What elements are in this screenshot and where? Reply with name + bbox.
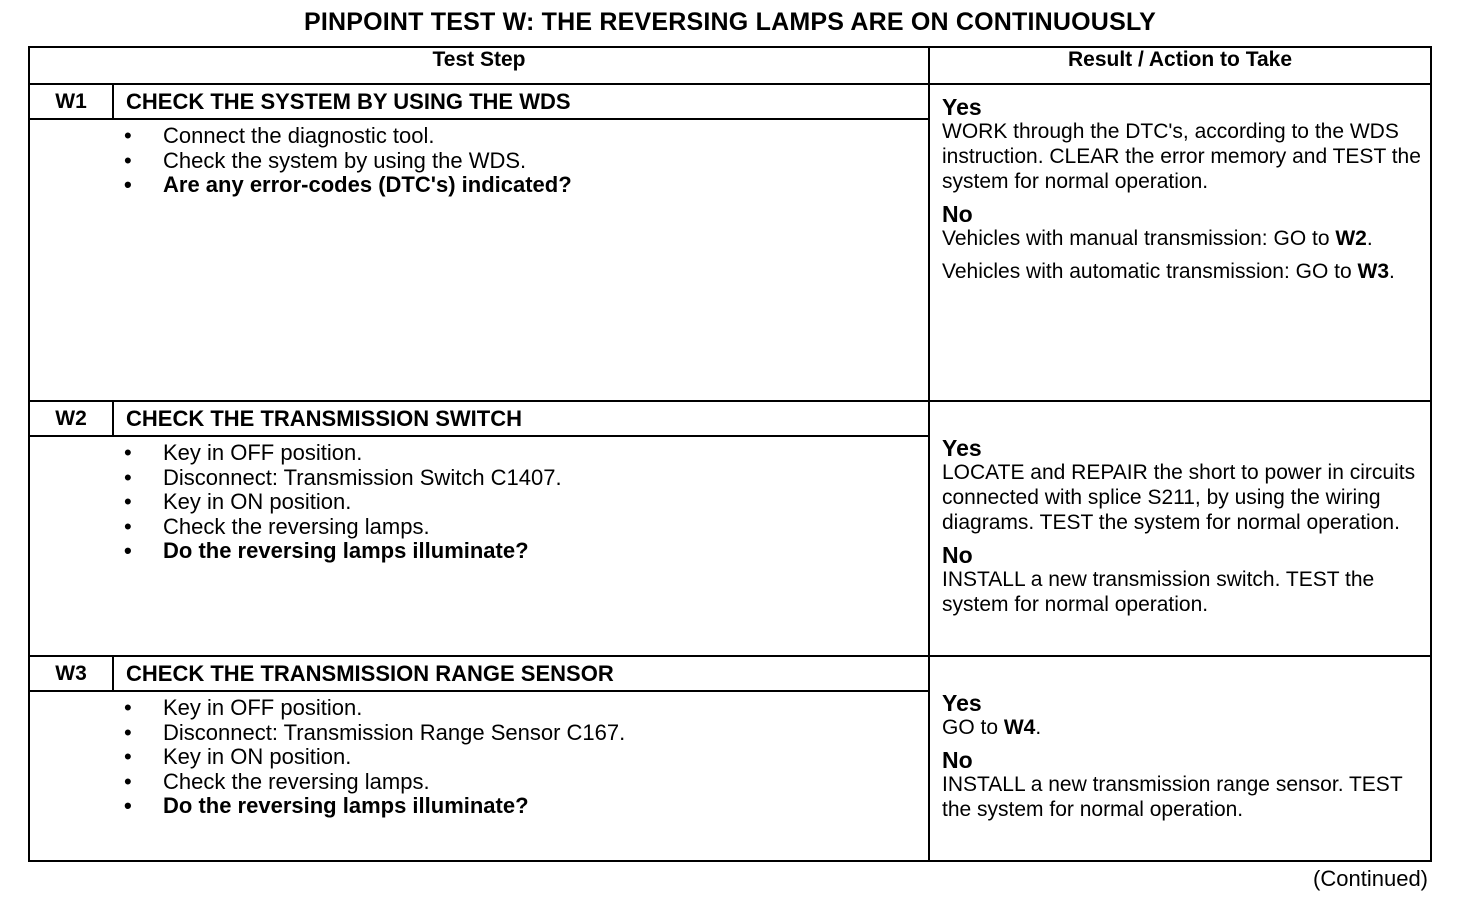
step-title: CHECK THE SYSTEM BY USING THE WDS bbox=[113, 84, 929, 119]
step-title-row bbox=[29, 656, 1431, 691]
step-title-row bbox=[29, 401, 1431, 436]
no-action: Vehicles with manual transmission: GO to W2. bbox=[942, 227, 1373, 250]
list-item: • Key in OFF position. bbox=[30, 696, 928, 721]
step-id: W1 bbox=[29, 84, 113, 119]
step-ref: W2 bbox=[1335, 227, 1367, 250]
step-ref: W3 bbox=[1357, 260, 1389, 283]
list-item: • Do the reversing lamps illuminate? bbox=[30, 539, 928, 564]
step-title: CHECK THE TRANSMISSION RANGE SENSOR bbox=[113, 656, 929, 691]
yes-action: WORK through the DTC's, according to the WDS instruction. CLEAR the error memory and TEST the system for normal operation. bbox=[942, 120, 1421, 193]
page-title: PINPOINT TEST W: THE REVERSING LAMPS ARE ON CONTINUOUSLY bbox=[303, 8, 1156, 36]
list-item: • Connect the diagnostic tool. bbox=[30, 124, 928, 149]
list-item: • Disconnect: Transmission Switch C1407. bbox=[30, 466, 928, 491]
step-id: W2 bbox=[29, 401, 113, 436]
list-item: • Disconnect: Transmission Range Sensor C167. bbox=[30, 721, 928, 746]
no-label: No bbox=[942, 201, 973, 227]
yes-label: Yes bbox=[942, 435, 982, 461]
list-item: • Check the system by using the WDS. bbox=[30, 149, 928, 174]
no-label: No bbox=[942, 747, 973, 773]
step-title-row bbox=[29, 84, 1431, 119]
header-test-step: Test Step bbox=[29, 47, 929, 84]
pinpoint-test-table bbox=[28, 46, 1432, 862]
step-title: CHECK THE TRANSMISSION SWITCH bbox=[113, 401, 929, 436]
yes-label: Yes bbox=[942, 690, 982, 716]
step-id: W3 bbox=[29, 656, 113, 691]
list-item: • Key in ON position. bbox=[30, 490, 928, 515]
step-result bbox=[929, 84, 1431, 401]
step-ref: W4 bbox=[1003, 716, 1036, 739]
no-action: Vehicles with automatic transmission: GO to W3. bbox=[942, 260, 1395, 283]
step-bullets bbox=[29, 691, 929, 861]
header-result: Result / Action to Take bbox=[929, 47, 1431, 84]
no-action: INSTALL a new transmission switch. TEST the system for normal operation. bbox=[942, 568, 1375, 616]
continued-label: (Continued) bbox=[1313, 866, 1428, 891]
step-bullets bbox=[29, 436, 929, 656]
list-item: • Do the reversing lamps illuminate? bbox=[30, 794, 928, 819]
no-label: No bbox=[942, 542, 973, 568]
list-item: • Are any error-codes (DTC's) indicated? bbox=[30, 173, 928, 198]
yes-action: LOCATE and REPAIR the short to power in circuits connected with splice S211, by using the wiring diagrams. TEST the system for normal operation. bbox=[942, 461, 1416, 534]
list-item: • Check the reversing lamps. bbox=[30, 770, 928, 795]
list-item: • Key in OFF position. bbox=[30, 441, 928, 466]
yes-action: GO to W4. bbox=[942, 716, 1042, 739]
no-action: INSTALL a new transmission range sensor. TEST the system for normal operation. bbox=[942, 773, 1403, 821]
list-item: • Check the reversing lamps. bbox=[30, 515, 928, 540]
step-bullets bbox=[29, 119, 929, 401]
list-item: • Key in ON position. bbox=[30, 745, 928, 770]
yes-label: Yes bbox=[942, 94, 982, 120]
table-header-row bbox=[29, 47, 1431, 84]
step-result bbox=[929, 401, 1431, 656]
step-result bbox=[929, 656, 1431, 861]
